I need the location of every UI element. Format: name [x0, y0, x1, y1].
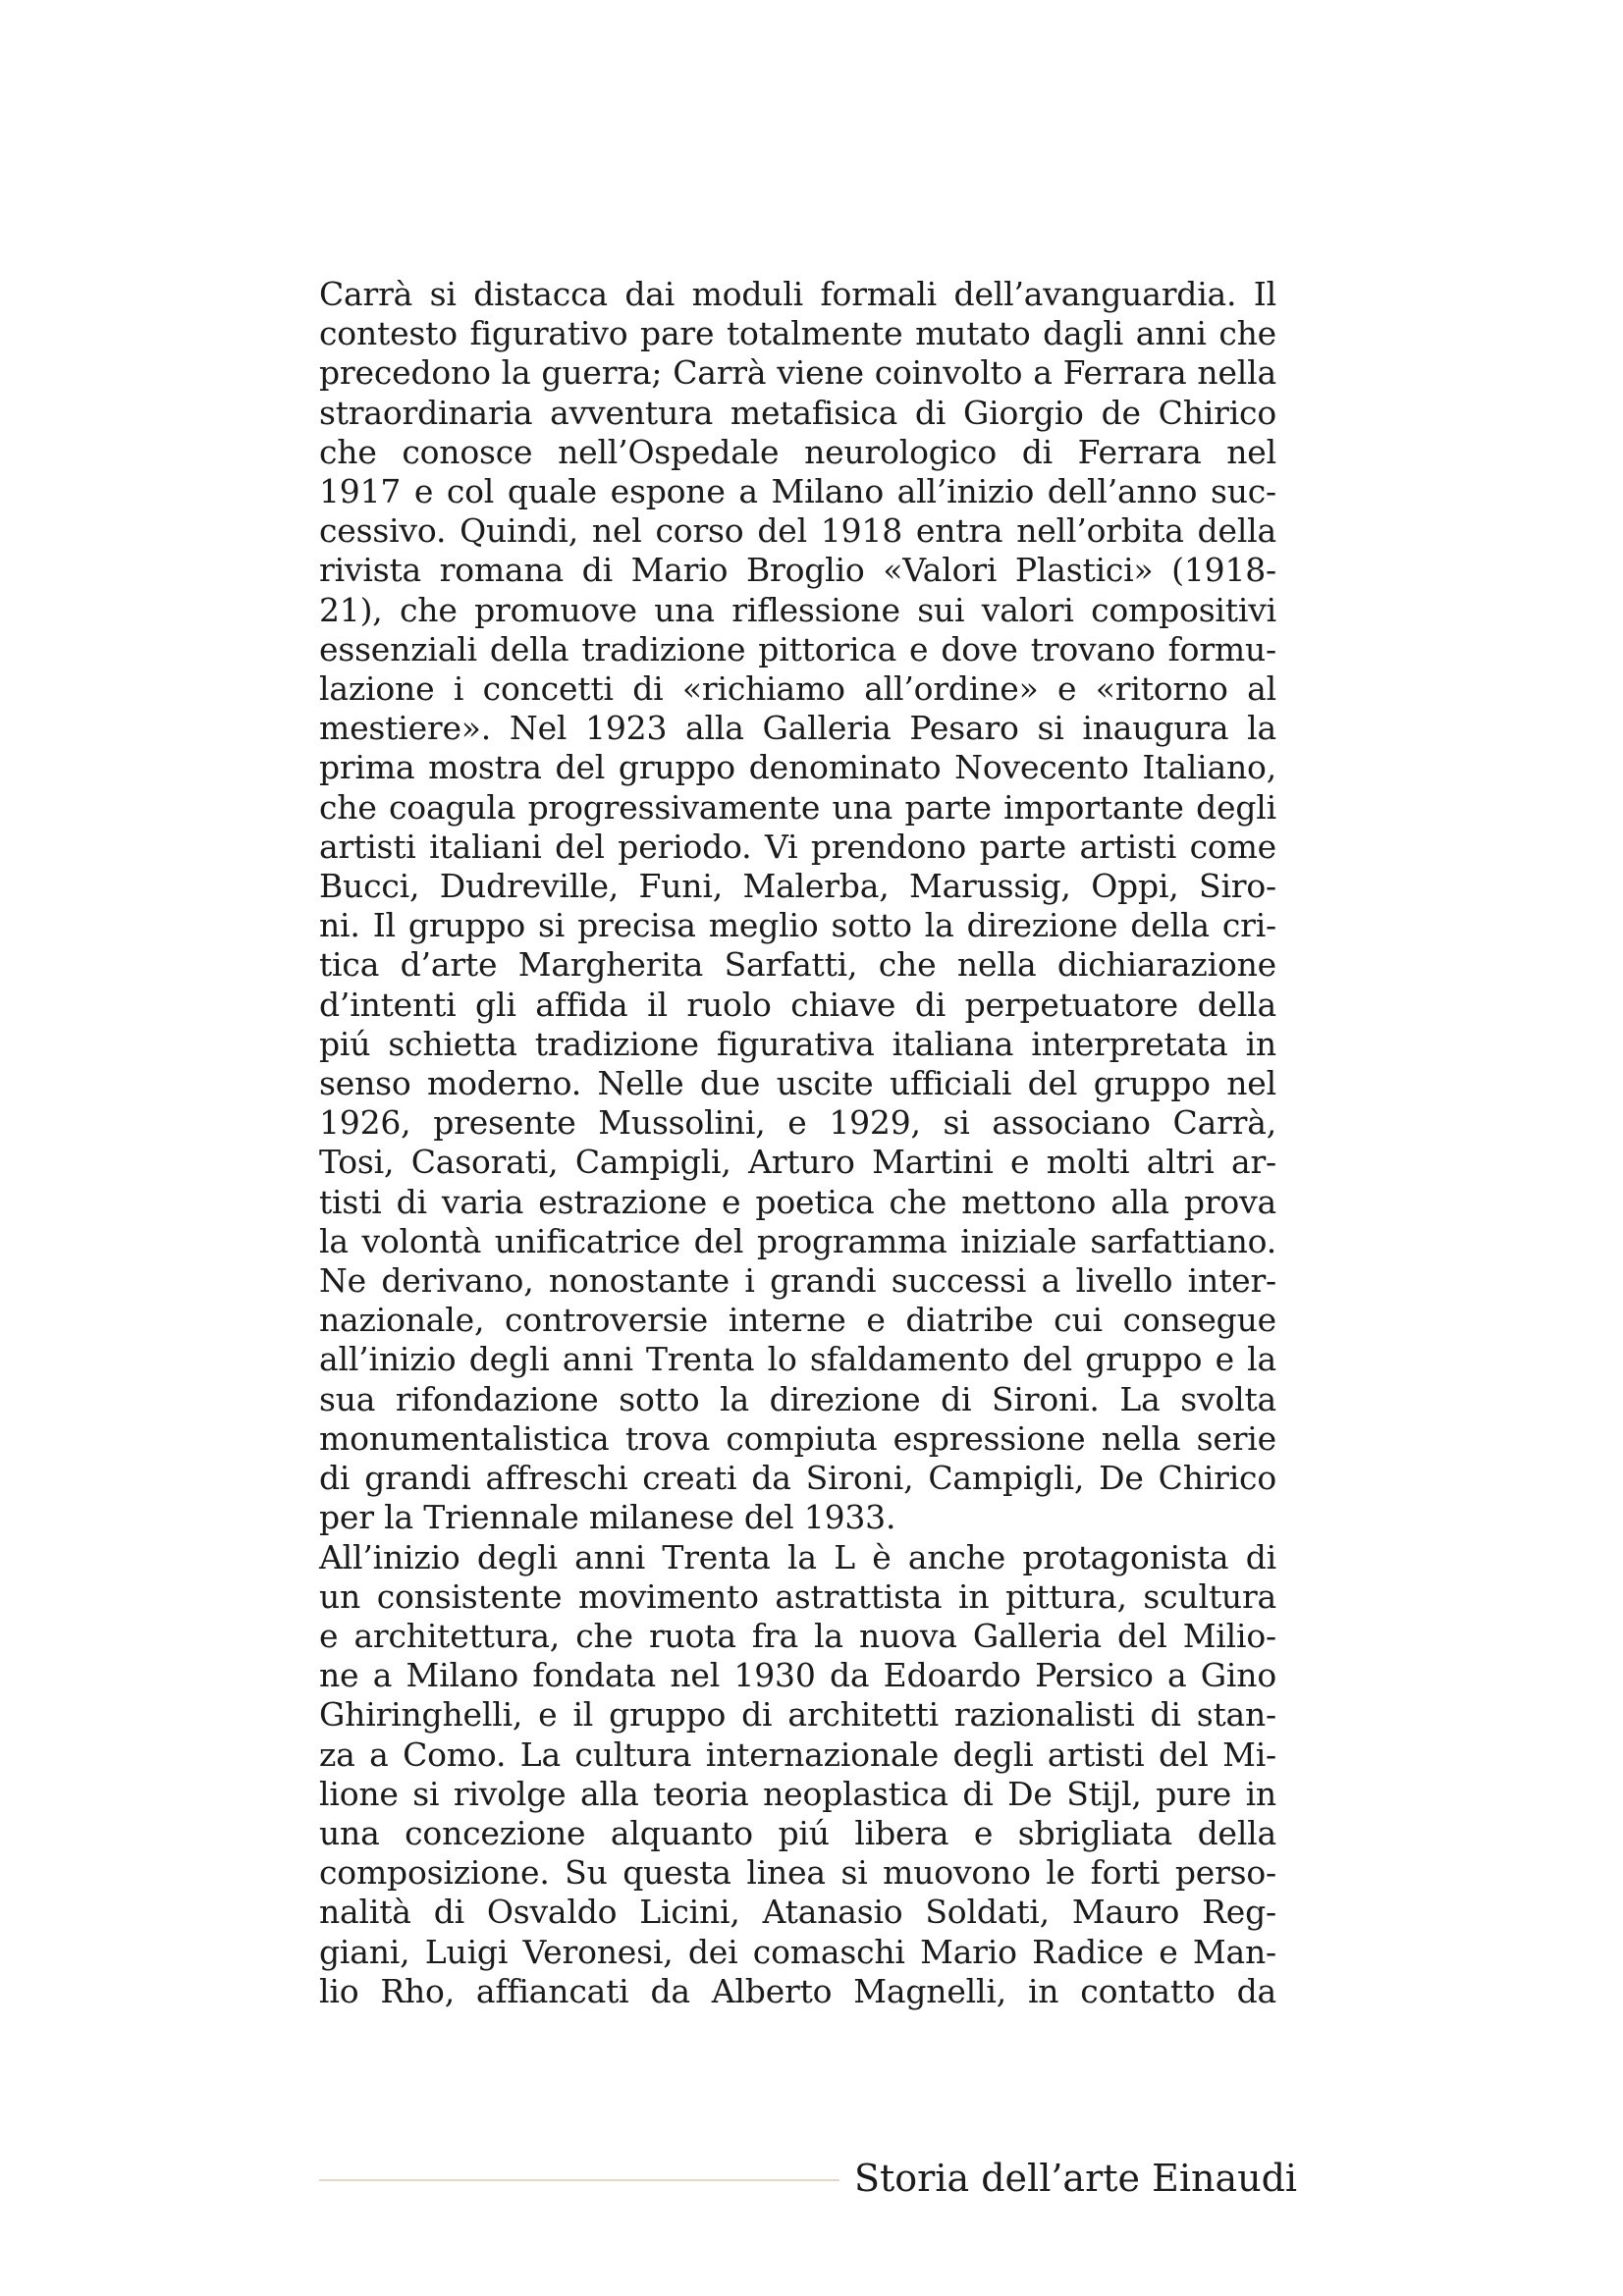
text-line: artisti italiani del periodo. Vi prendono parte artisti come	[319, 827, 1276, 866]
text-line: sua rifondazione sotto la direzione di Sironi. La svolta	[319, 1379, 1276, 1418]
text-line: mestiere». Nel 1923 alla Galleria Pesaro si inaugura la	[319, 709, 1276, 748]
body-text	[319, 275, 1276, 2011]
text-line: Ghiringhelli, e il gruppo di architetti razionalisti di stan-	[319, 1695, 1276, 1735]
text-line: all’inizio degli anni Trenta lo sfaldamento del gruppo e la	[319, 1340, 1276, 1379]
text-line: che coagula progressivamente una parte importante degli	[319, 787, 1276, 827]
text-line: 1926, presente Mussolini, e 1929, si associano Carrà,	[319, 1103, 1276, 1143]
text-line: lio Rho, affiancati da Alberto Magnelli, in contatto da	[319, 1971, 1276, 2010]
text-line: Ne derivano, nonostante i grandi successi a livello inter-	[319, 1261, 1276, 1301]
text-line: una concezione alquanto piú libera e sbrigliata della	[319, 1813, 1276, 1852]
text-line: ne a Milano fondata nel 1930 da Edoardo Persico a Gino	[319, 1656, 1276, 1695]
text-line: 21), che promuove una riflessione sui valori compositivi	[319, 590, 1276, 629]
text-line: Tosi, Casorati, Campigli, Arturo Martini e molti altri ar-	[319, 1143, 1276, 1182]
text-line: straordinaria avventura metafisica di Giorgio de Chirico	[319, 393, 1276, 432]
text-line: precedono la guerra; Carrà viene coinvolto a Ferrara nella	[319, 353, 1276, 393]
text-line: lazione i concetti di «richiamo all’ordine» e «ritorno al	[319, 669, 1276, 709]
text-line: nalità di Osvaldo Licini, Atanasio Soldati, Mauro Reg-	[319, 1893, 1276, 1932]
text-line: essenziali della tradizione pittorica e dove trovano formu-	[319, 629, 1276, 668]
text-line: tisti di varia estrazione e poetica che mettono alla prova	[319, 1182, 1276, 1221]
text-line: lione si rivolge alla teoria neoplastica di De Stijl, pure in	[319, 1774, 1276, 1813]
text-line: piú schietta tradizione figurativa italiana interpretata in	[319, 1024, 1276, 1063]
text-line: senso moderno. Nelle due uscite ufficiali del gruppo nel	[319, 1064, 1276, 1103]
text-line: 1917 e col quale espone a Milano all’inizio dell’anno suc-	[319, 472, 1276, 511]
text-line: per la Triennale milanese del 1933.	[319, 1498, 896, 1537]
text-line: monumentalistica trova compiuta espressione nella serie	[319, 1418, 1276, 1458]
text-line: nazionale, controversie interne e diatribe cui consegue	[319, 1301, 1276, 1340]
text-line: giani, Luigi Veronesi, dei comaschi Mario Radice e Man-	[319, 1932, 1276, 1971]
text-line: la volontà unificatrice del programma iniziale sarfattiano.	[319, 1221, 1276, 1260]
text-line: che conosce nell’Ospedale neurologico di Ferrara nel	[319, 432, 1276, 471]
text-line: Bucci, Dudreville, Funi, Malerba, Marussig, Oppi, Siro-	[319, 867, 1276, 906]
text-line: di grandi affreschi creati da Sironi, Campigli, De Chirico	[319, 1459, 1276, 1498]
text-line: cessivo. Quindi, nel corso del 1918 entra nell’orbita della	[319, 511, 1276, 551]
footer-rule	[319, 2179, 839, 2181]
text-line: tica d’arte Margherita Sarfatti, che nella dichiarazione	[319, 945, 1276, 985]
text-line: rivista romana di Mario Broglio «Valori Plastici» (1918-	[319, 551, 1276, 590]
text-line: All’inizio degli anni Trenta la L è anche protagonista di	[319, 1537, 1276, 1576]
text-line: za a Como. La cultura internazionale degli artisti del Mi-	[319, 1735, 1276, 1774]
text-line: Carrà si distacca dai moduli formali dell’avanguardia. Il	[319, 275, 1276, 313]
text-line: composizione. Su questa linea si muovono le forti perso-	[319, 1853, 1276, 1893]
text-line: un consistente movimento astrattista in pittura, scultura	[319, 1576, 1276, 1616]
text-line: ni. Il gruppo si precisa meglio sotto la direzione della cri-	[319, 906, 1276, 945]
text-line: contesto figurativo pare totalmente mutato dagli anni che	[319, 314, 1276, 353]
text-line: e architettura, che ruota fra la nuova Galleria del Milio-	[319, 1616, 1276, 1655]
footer-title: Storia dell’arte Einaudi	[854, 2157, 1298, 2200]
text-line: prima mostra del gruppo denominato Novecento Italiano,	[319, 748, 1276, 787]
text-line: d’intenti gli affida il ruolo chiave di perpetuatore della	[319, 985, 1276, 1024]
